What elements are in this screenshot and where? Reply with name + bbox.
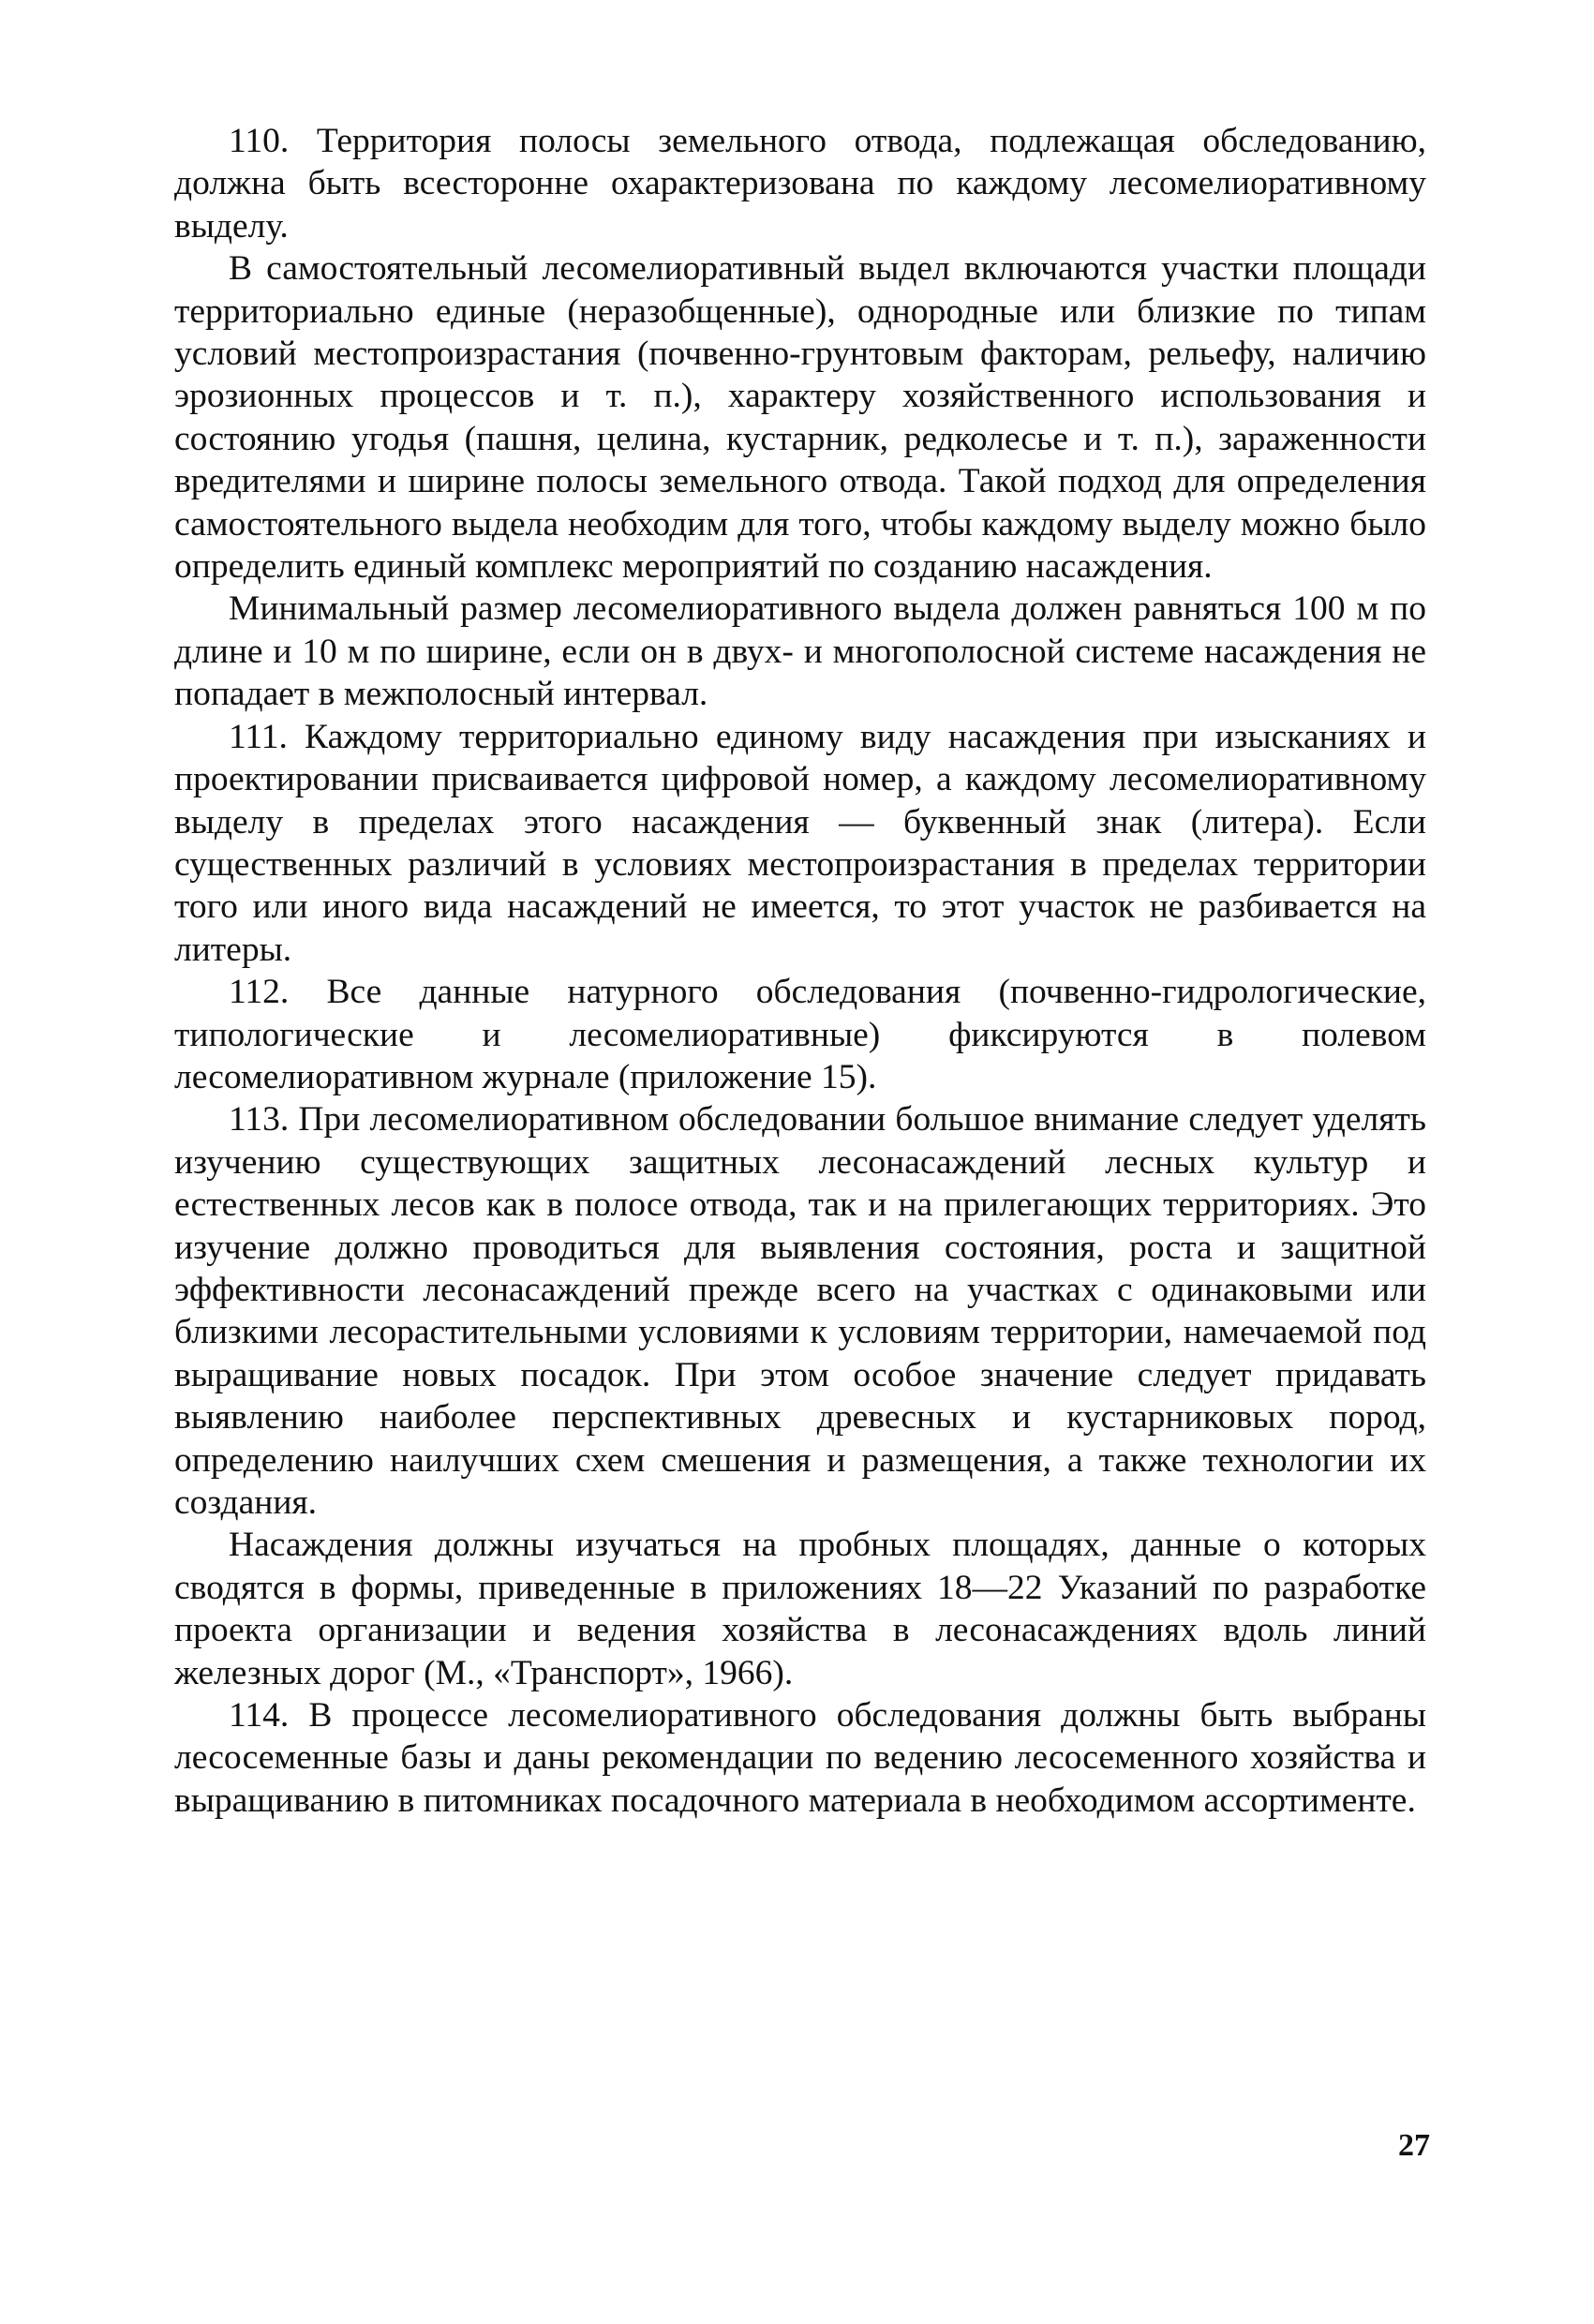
paragraph-113: 113. При лесомелиоративном обследовании большое внимание следует уделять изучению существующих защитных лесонасаждений лесных культур и естественных лесов как в полосе отвода, так и на прилегающих территориях. Это изучение должно проводиться для выявления состояния, роста и защитной эффективности лесонасаждений прежде всего на участках с одинаковыми или близкими лесорастительными условиями к условиям территории, намечаемой под выращивание новых посадок. При этом особое значение следует придавать выявлению наиболее перспективных древесных и кустарниковых пород, определению наилучших схем смешения и размещения, а также технологии их создания. xyxy=(174,1100,1426,1522)
paragraph-sample-plots: Насаждения должны изучаться на пробных площадях, данные о которых сводятся в формы, приведенные в приложениях 18—22 Указаний по разработке проекта организации и ведения хозяйства в лесонасаждениях вдоль линий железных дорог (М., «Транспорт», 1966). xyxy=(174,1526,1426,1692)
paragraph-112: 112. Все данные натурного обследования (почвенно-гидрологические, типологические и лесомелиоративные) фиксируются в полевом лесомелиоративном журнале (приложение 15). xyxy=(174,973,1426,1096)
paragraph-111: 111. Каждому территориально единому виду насаждения при изысканиях и проектировании присваивается цифровой номер, а каждому лесомелиоративному выделу в пределах этого насаждения — буквенный знак (литера). Если существенных различий в условиях местопроизрастания в пределах территории того или иного вида насаждений не имеется, то этот участок не разбивается на литеры. xyxy=(174,717,1426,969)
paragraph-110: 110. Территория полосы земельного отвода, подлежащая обследованию, должна быть всесторонне охарактеризована по каждому лесомелиоративному выделу. xyxy=(174,122,1426,246)
page-number: 27 xyxy=(1398,2128,1430,2163)
paragraph-minimum-size: Минимальный размер лесомелиоративного выдела должен равняться 100 м по длине и 10 м по ширине, если он в двух- и многополосной системе насаждения не попадает в межполосный интервал. xyxy=(174,589,1426,714)
paragraph-separate-plot: В самостоятельный лесомелиоративный выдел включаются участки площади территориально единые (неразобщенные), однородные или близкие по типам условий местопроизрастания (почвенно-грунтовым факторам, рельефу, наличию эрозионных процессов и т. п.), характеру хозяйственного использования и состоянию угодья (пашня, целина, кустарник, редколесье и т. п.), зараженности вредителями и ширине полосы земельного отвода. Такой подход для определения самостоятельного выдела необходим для того, чтобы каждому выделу можно было определить единый комплекс мероприятий по созданию насаждения. xyxy=(174,249,1426,587)
paragraph-114: 114. В процессе лесомелиоративного обследования должны быть выбраны лесосеменные базы и даны рекомендации по ведению лесосеменного хозяйства и выращиванию в питомниках посадочного материала в необходимом ассортименте. xyxy=(174,1696,1426,1820)
body-text xyxy=(174,120,1426,1822)
